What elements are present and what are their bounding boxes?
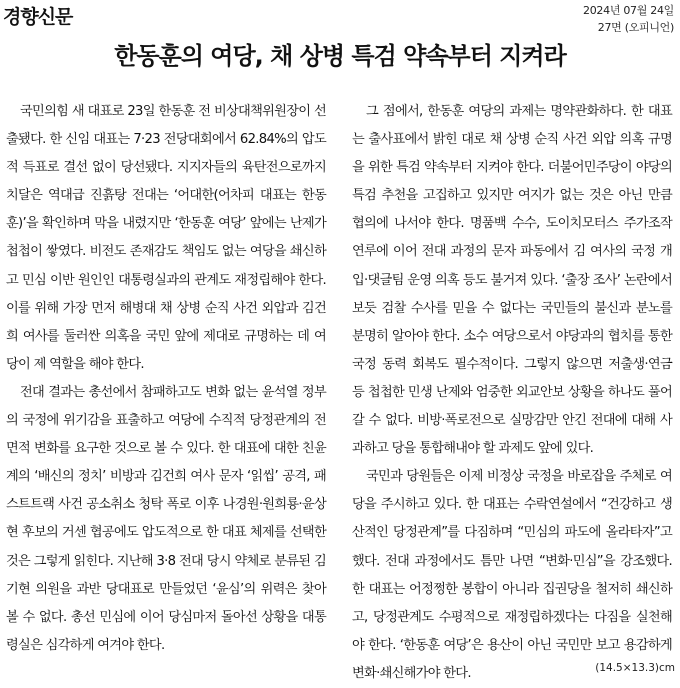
article-paragraph: 전대 결과는 총선에서 참패하고도 변화 없는 윤석열 정부의 국정에 위기감을 표출하고 여당에 수직적 당정관계의 전면적 변화를 요구한 것으로 볼 수 있다. 한 대표에 대한 친윤계의 ‘배신의 정치’ 비방과 김건희 여사 문자 ‘읽씹’ 공격, 패스트트랙 사건 공소취소 청탁 폭로 이후 나경원·원희룡·윤상현 후보의 거센 협공에도 압도적으로 한 대표 체제를 선택한 것은 그렇게 읽힌다. 지난해 3·8 전대 당시 약체로 분류된 김기현 의원을 과반 당대표로 만들었던 ‘윤심’의 위력은 찾아볼 수 없다. 총선 민심에 이어 당심마저 돌아선 상황을 대통령실은 심각하게 여겨야 한다. [6,384,326,653]
article-headline: 한동훈의 여당, 채 상병 특검 약속부터 지켜라 [114,42,566,70]
article-paragraph: 국민의힘 새 대표로 23일 한동훈 전 비상대책위원장이 선출됐다. 한 신임 대표는 7·23 전당대회에서 62.84%의 압도적 득표로 결선 없이 당선됐다. 지지자들의 육탄전으로까지 치달은 역대급 진흙탕 전대는 ‘어대한(어차피 대표는 한동훈)’을 확인하며 막을 내렸지만 ‘한동훈 여당’ 앞에는 난제가 첩첩이 쌓였다. 비전도 존재감도 책임도 없는 여당을 쇄신하고 민심 이반 원인인 대통령실과의 관계도 재정립해야 한다. 이를 위해 가장 먼저 해병대 채 상병 순직 사건 외압과 김건희 여사를 둘러싼 의혹을 국민 앞에 제대로 규명하는 데 여당이 제 역할을 해야 한다. [6,104,326,372]
article-column-left [6,98,326,660]
article-column-right [352,98,672,688]
article-paragraph: 그 점에서, 한동훈 여당의 과제는 명약관화하다. 한 대표는 출사표에서 밝힌 대로 채 상병 순직 사건 외압 의혹 규명을 위한 특검 약속부터 지켜야 한다. 더불어민주당이 야당의 특검 추천을 고집하고 있지만 여지가 없는 것은 아닌 만큼 협의에 나서야 한다. 명품백 수수, 도이치모터스 주가조작 연루에 이어 전대 과정의 문자 파동에서 김 여사의 국정 개입·댓글팀 운영 의혹 등도 불거져 있다. ‘출장 조사’ 논란에서 보듯 검찰 수사를 믿을 수 없다는 국민들의 불신과 분노를 분명히 알아야 한다. 소수 여당으로서 야당과의 협치를 통한 국정 동력 회복도 필수적이다. 그렇지 않으면 저출생·연금 등 첩첩한 민생 난제와 엄중한 외교안보 상황을 하나도 풀어갈 수 없다. 비방·폭로전으로 실망감만 안긴 전대에 대해 사과하고 당을 통합해내야 할 과제도 앞에 있다. [352,104,672,457]
publication-date: 2024년 07월 24일 [583,4,674,17]
newspaper-name: 경향신문 [3,6,73,28]
clipping-size: (14.5×13.3)cm [595,662,675,674]
article-paragraph: 국민과 당원들은 이제 비정상 국정을 바로잡을 주체로 여당을 주시하고 있다. 한 대표는 수락연설에서 “건강하고 생산적인 당정관계”를 다짐하며 “민심의 파도에 올라타자”고 했다. 전대 과정에서도 틈만 나면 “변화·민심”을 강조했다. 한 대표는 어정쩡한 봉합이 아니라 집권당을 철저히 쇄신하고, 당정관계도 수평적으로 재정립하겠다는 다짐을 실천해야 한다. ‘한동훈 여당’은 용산이 아닌 국민만 보고 용감하게 변화·쇄신해가야 한다. [352,469,672,681]
publication-meta [583,2,674,36]
page-section: 27면 (오피니언) [597,21,674,34]
